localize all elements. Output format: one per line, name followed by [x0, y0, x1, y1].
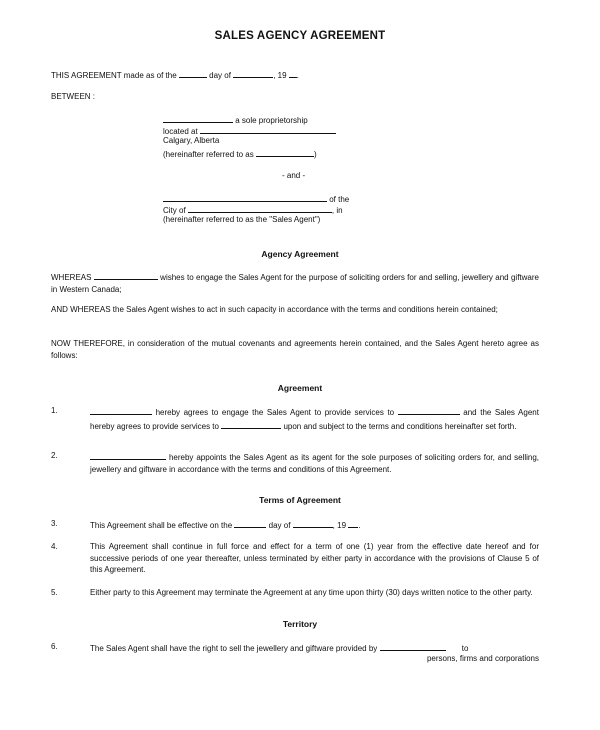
document-title: SALES AGENCY AGREEMENT — [214, 30, 386, 42]
and-separator: - and - — [282, 171, 306, 180]
party2-city: City of — [163, 206, 186, 215]
blank-item3-year — [348, 518, 361, 530]
item1-text-b: and — [463, 408, 477, 417]
whereas-c: selling, jewellery and giftware in Western Canada; — [51, 273, 539, 294]
whereas-b: wishes to engage the Sales Agent for the purpose of soliciting orders for and — [160, 273, 433, 282]
whereas-paragraph — [51, 270, 539, 295]
item-number-4: 4. — [51, 542, 58, 551]
party1-sole: a sole proprietorship — [235, 116, 308, 125]
item3-text-d: . — [358, 521, 361, 530]
item-text-3 — [90, 518, 360, 532]
item-text-4: This Agreement shall continue in full force and effect for a term of one (1) year from the effective date hereof and for successive periods of one year thereafter, unless terminated by either party in accordance with the provisions of Clause 5 of this Agreement. — [90, 542, 539, 574]
blank-item1-recipient-2 — [221, 419, 281, 429]
intro-text-b: day of — [209, 71, 231, 80]
terms-heading: Terms of Agreement — [259, 495, 341, 505]
item3-text-b: day of — [268, 521, 291, 530]
party2-referred: (hereinafter referred to as the "Sales Agent") — [163, 215, 321, 224]
intro-text-c: , 19 — [273, 71, 287, 80]
intro-text-d: . — [296, 71, 299, 80]
whereas-a: WHEREAS — [51, 273, 92, 282]
item2-text-c: Agreement. — [350, 464, 392, 474]
item2-text-b: orders for, and selling, jewellery and giftware in accordance with the terms and conditions of this — [90, 453, 539, 474]
item-text-1 — [90, 405, 539, 432]
blank-day — [179, 68, 207, 78]
item-text-5: Either party to this Agreement may terminate the Agreement at any time upon thirty (30) days written notice to the other party. — [90, 588, 533, 597]
item6-text-a: The Sales Agent shall have the right to sell the jewellery and giftware provided by — [90, 644, 378, 653]
blank-party1-address — [200, 124, 336, 134]
blank-party2-city — [188, 203, 332, 213]
agreement-heading: Agreement — [277, 383, 323, 393]
blank-item2-party — [90, 450, 166, 460]
intro-text-a: THIS AGREEMENT made as of the — [51, 71, 177, 80]
item-number-3: 3. — [51, 519, 58, 528]
item-text-2 — [90, 450, 539, 475]
item1-text-e: conditions hereinafter set forth. — [406, 421, 517, 431]
party1-referred: (hereinafter referred to as — [163, 150, 254, 159]
blank-item1-party — [90, 405, 152, 415]
intro-line — [51, 68, 299, 82]
item1-text-d: upon and subject to the terms and — [283, 421, 405, 431]
blank-party2-name — [163, 192, 327, 202]
item-number-2: 2. — [51, 451, 58, 460]
blank-party1-alias — [256, 147, 314, 157]
party1-line4: (hereinafter referred to as ) — [163, 147, 317, 161]
blank-item1-recipient — [398, 405, 460, 415]
party1-city: Calgary, Alberta — [163, 136, 220, 145]
item3-text-c: , 19 — [332, 521, 347, 530]
item1-text-a: hereby agrees to engage the Sales Agent to provide services to — [155, 408, 395, 417]
party2-in: , in — [331, 206, 343, 215]
item-number-5: 5. — [51, 588, 58, 597]
blank-year — [289, 68, 297, 78]
now-therefore-paragraph: NOW THEREFORE, in consideration of the mutual covenants and agreements herein contained, and the Sales Agent hereto agree as follows: — [51, 339, 539, 360]
blank-item3-month — [293, 518, 333, 528]
territory-heading: Territory — [282, 619, 318, 629]
blank-item3-day — [234, 518, 266, 528]
item3-text-a: This Agreement shall be effective on the — [90, 521, 233, 530]
blank-month — [233, 68, 273, 78]
item6-text-b: to — [461, 644, 469, 653]
party2-of-the: of the — [329, 195, 350, 204]
item6-line2: persons, firms and corporations — [426, 654, 539, 663]
item-number-6: 6. — [51, 642, 58, 651]
blank-party1-name — [163, 113, 233, 123]
between-label: BETWEEN : — [51, 92, 96, 101]
agency-heading: Agency Agreement — [261, 249, 339, 259]
blank-whereas-party — [94, 270, 158, 280]
item6-line1 — [90, 641, 468, 655]
item2-text-a: hereby appoints the Sales Agent as its agent for the sole purposes of soliciting — [168, 453, 456, 462]
party1-located: located at — [163, 127, 198, 136]
item1-text-c: the Sales Agent hereby agrees to provide services to — [90, 408, 539, 431]
item-number-1: 1. — [51, 406, 58, 415]
blank-item6-party — [380, 641, 446, 651]
and-whereas-paragraph: AND WHEREAS the Sales Agent wishes to act in such capacity in accordance with the terms and conditions herein contained; — [51, 305, 498, 314]
